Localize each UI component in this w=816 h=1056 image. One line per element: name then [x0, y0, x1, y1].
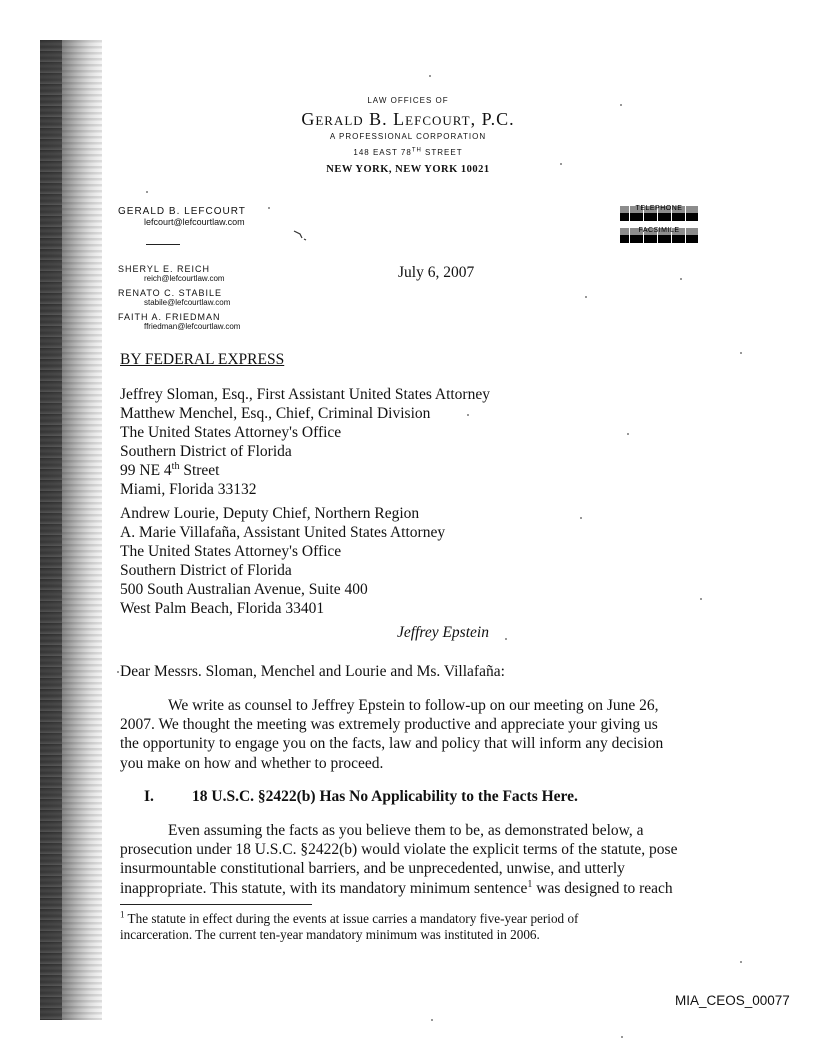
attorney-email: lefcourt@lefcourtlaw.com [144, 217, 245, 227]
attorney-name: FAITH A. FRIEDMAN [118, 312, 221, 322]
paragraph-line: 2007. We thought the meeting was extremely productive and appreciate your giving us [120, 716, 658, 734]
attorney-friedman [118, 312, 240, 331]
letterhead-law-offices-of: LAW OFFICES OF [367, 96, 449, 105]
paragraph-line: inappropriate. This statute, with its mandatory minimum sentence$^1$ was designed to reach [120, 878, 673, 897]
scan-speck [505, 638, 507, 640]
letterhead-city: NEW YORK, NEW YORK 10021 [326, 164, 490, 175]
scan-speck [467, 414, 469, 416]
salutation: Dear Messrs. Sloman, Menchel and Lourie and Ms. Villafaña: [120, 663, 505, 680]
attorney-lefcourt [118, 206, 246, 227]
scan-edge-dark-band [40, 40, 62, 1020]
footnote-separator [120, 904, 312, 905]
footnote-reference[interactable]: 1 [527, 878, 533, 890]
letter-date: July 6, 2007 [398, 264, 475, 281]
address-line: 500 South Australian Avenue, Suite 400 [120, 581, 368, 598]
scan-speck [585, 296, 587, 298]
address-line: The United States Attorney's Office [120, 543, 342, 560]
attorney-email: ffriedman@lefcourtlaw.com [144, 322, 241, 331]
footnote-marker: 1 [120, 909, 125, 920]
footnote-line: $^1$ The statute in effect during the events at issue carries a mandatory five-year period of [120, 909, 579, 926]
delivery-method: BY FEDERAL EXPRESS [120, 351, 285, 368]
paragraph-line: prosecution under 18 U.S.C. §2422(b) would violate the explicit terms of the statute, pose [120, 841, 678, 859]
letterhead-street: 148 EAST 78TH STREET [353, 147, 463, 157]
scan-speck [146, 191, 148, 193]
section-number: I. [144, 788, 154, 805]
footnote-line: incarceration. The current ten-year mandatory minimum was instituted in 2006. [120, 927, 540, 942]
address-line: Southern District of Florida [120, 562, 292, 579]
scan-speck [580, 517, 582, 519]
address-line: The United States Attorney's Office [120, 424, 342, 441]
recipient-block-2 [120, 504, 445, 618]
recipient-block-1 [120, 385, 490, 499]
footnote-1 [120, 911, 760, 943]
paragraph-line: you make on how and whether to proceed. [120, 754, 384, 772]
paragraph-1 [120, 696, 740, 773]
section-heading: 18 U.S.C. §2422(b) Has No Applicability to the Facts Here. [192, 788, 578, 805]
facsimile-label: FACSIMILE [620, 226, 698, 235]
address-line: Andrew Lourie, Deputy Chief, Northern Region [120, 505, 420, 522]
scan-speck [621, 1036, 623, 1038]
paragraph-line: insurmountable constitutional barriers, and be unprecedented, unwise, and utterly [120, 860, 625, 878]
paragraph-line: Even assuming the facts as you believe them to be, as demonstrated below, a [168, 822, 644, 839]
attorney-reich [118, 264, 225, 283]
stray-pen-mark [292, 228, 316, 244]
scan-speck [268, 207, 270, 209]
letterhead-professional-corporation: A PROFESSIONAL CORPORATION [329, 132, 487, 141]
telephone-label: TELEPHONE [620, 204, 698, 213]
attorney-name: RENATO C. STABILE [118, 288, 223, 298]
paragraph-2 [120, 821, 760, 898]
address-line: Miami, Florida 33132 [120, 481, 257, 498]
re-line: Jeffrey Epstein [397, 624, 489, 641]
paragraph-line: We write as counsel to Jeffrey Epstein to follow-up on our meeting on June 26, [168, 697, 659, 714]
scan-speck [740, 961, 742, 963]
attorney-name: SHERYL E. REICH [118, 264, 211, 274]
scan-speck [620, 104, 622, 106]
address-line: Southern District of Florida [120, 443, 292, 460]
scan-speck [560, 163, 562, 165]
paragraph-line: the opportunity to engage you on the facts, law and policy that will inform any decision [120, 735, 664, 753]
address-line: Matthew Menchel, Esq., Chief, Criminal Division [120, 405, 431, 422]
scan-speck [627, 433, 629, 435]
scan-speck [740, 352, 742, 354]
scan-speck [700, 598, 702, 600]
address-line: A. Marie Villafaña, Assistant United States Attorney [120, 524, 446, 541]
scan-speck [429, 75, 431, 77]
attorney-name: GERALD B. LEFCOURT [118, 206, 246, 217]
letterhead-firm-name: Gerald B. Lefcourt, P.C. [301, 109, 515, 129]
scan-speck [431, 1019, 433, 1021]
attorney-email: stabile@lefcourtlaw.com [144, 298, 231, 307]
address-line: 99 NE 4th Street [120, 460, 220, 479]
scan-speck [117, 671, 119, 673]
attorney-email: reich@lefcourtlaw.com [144, 274, 225, 283]
scan-speck [680, 278, 682, 280]
address-line: Jeffrey Sloman, Esq., First Assistant United States Attorney [120, 386, 490, 403]
attorney-stabile [118, 288, 230, 307]
address-line: West Palm Beach, Florida 33401 [120, 600, 325, 617]
bates-number: MIA_CEOS_00077 [675, 993, 790, 1008]
attorney-divider [146, 244, 180, 245]
